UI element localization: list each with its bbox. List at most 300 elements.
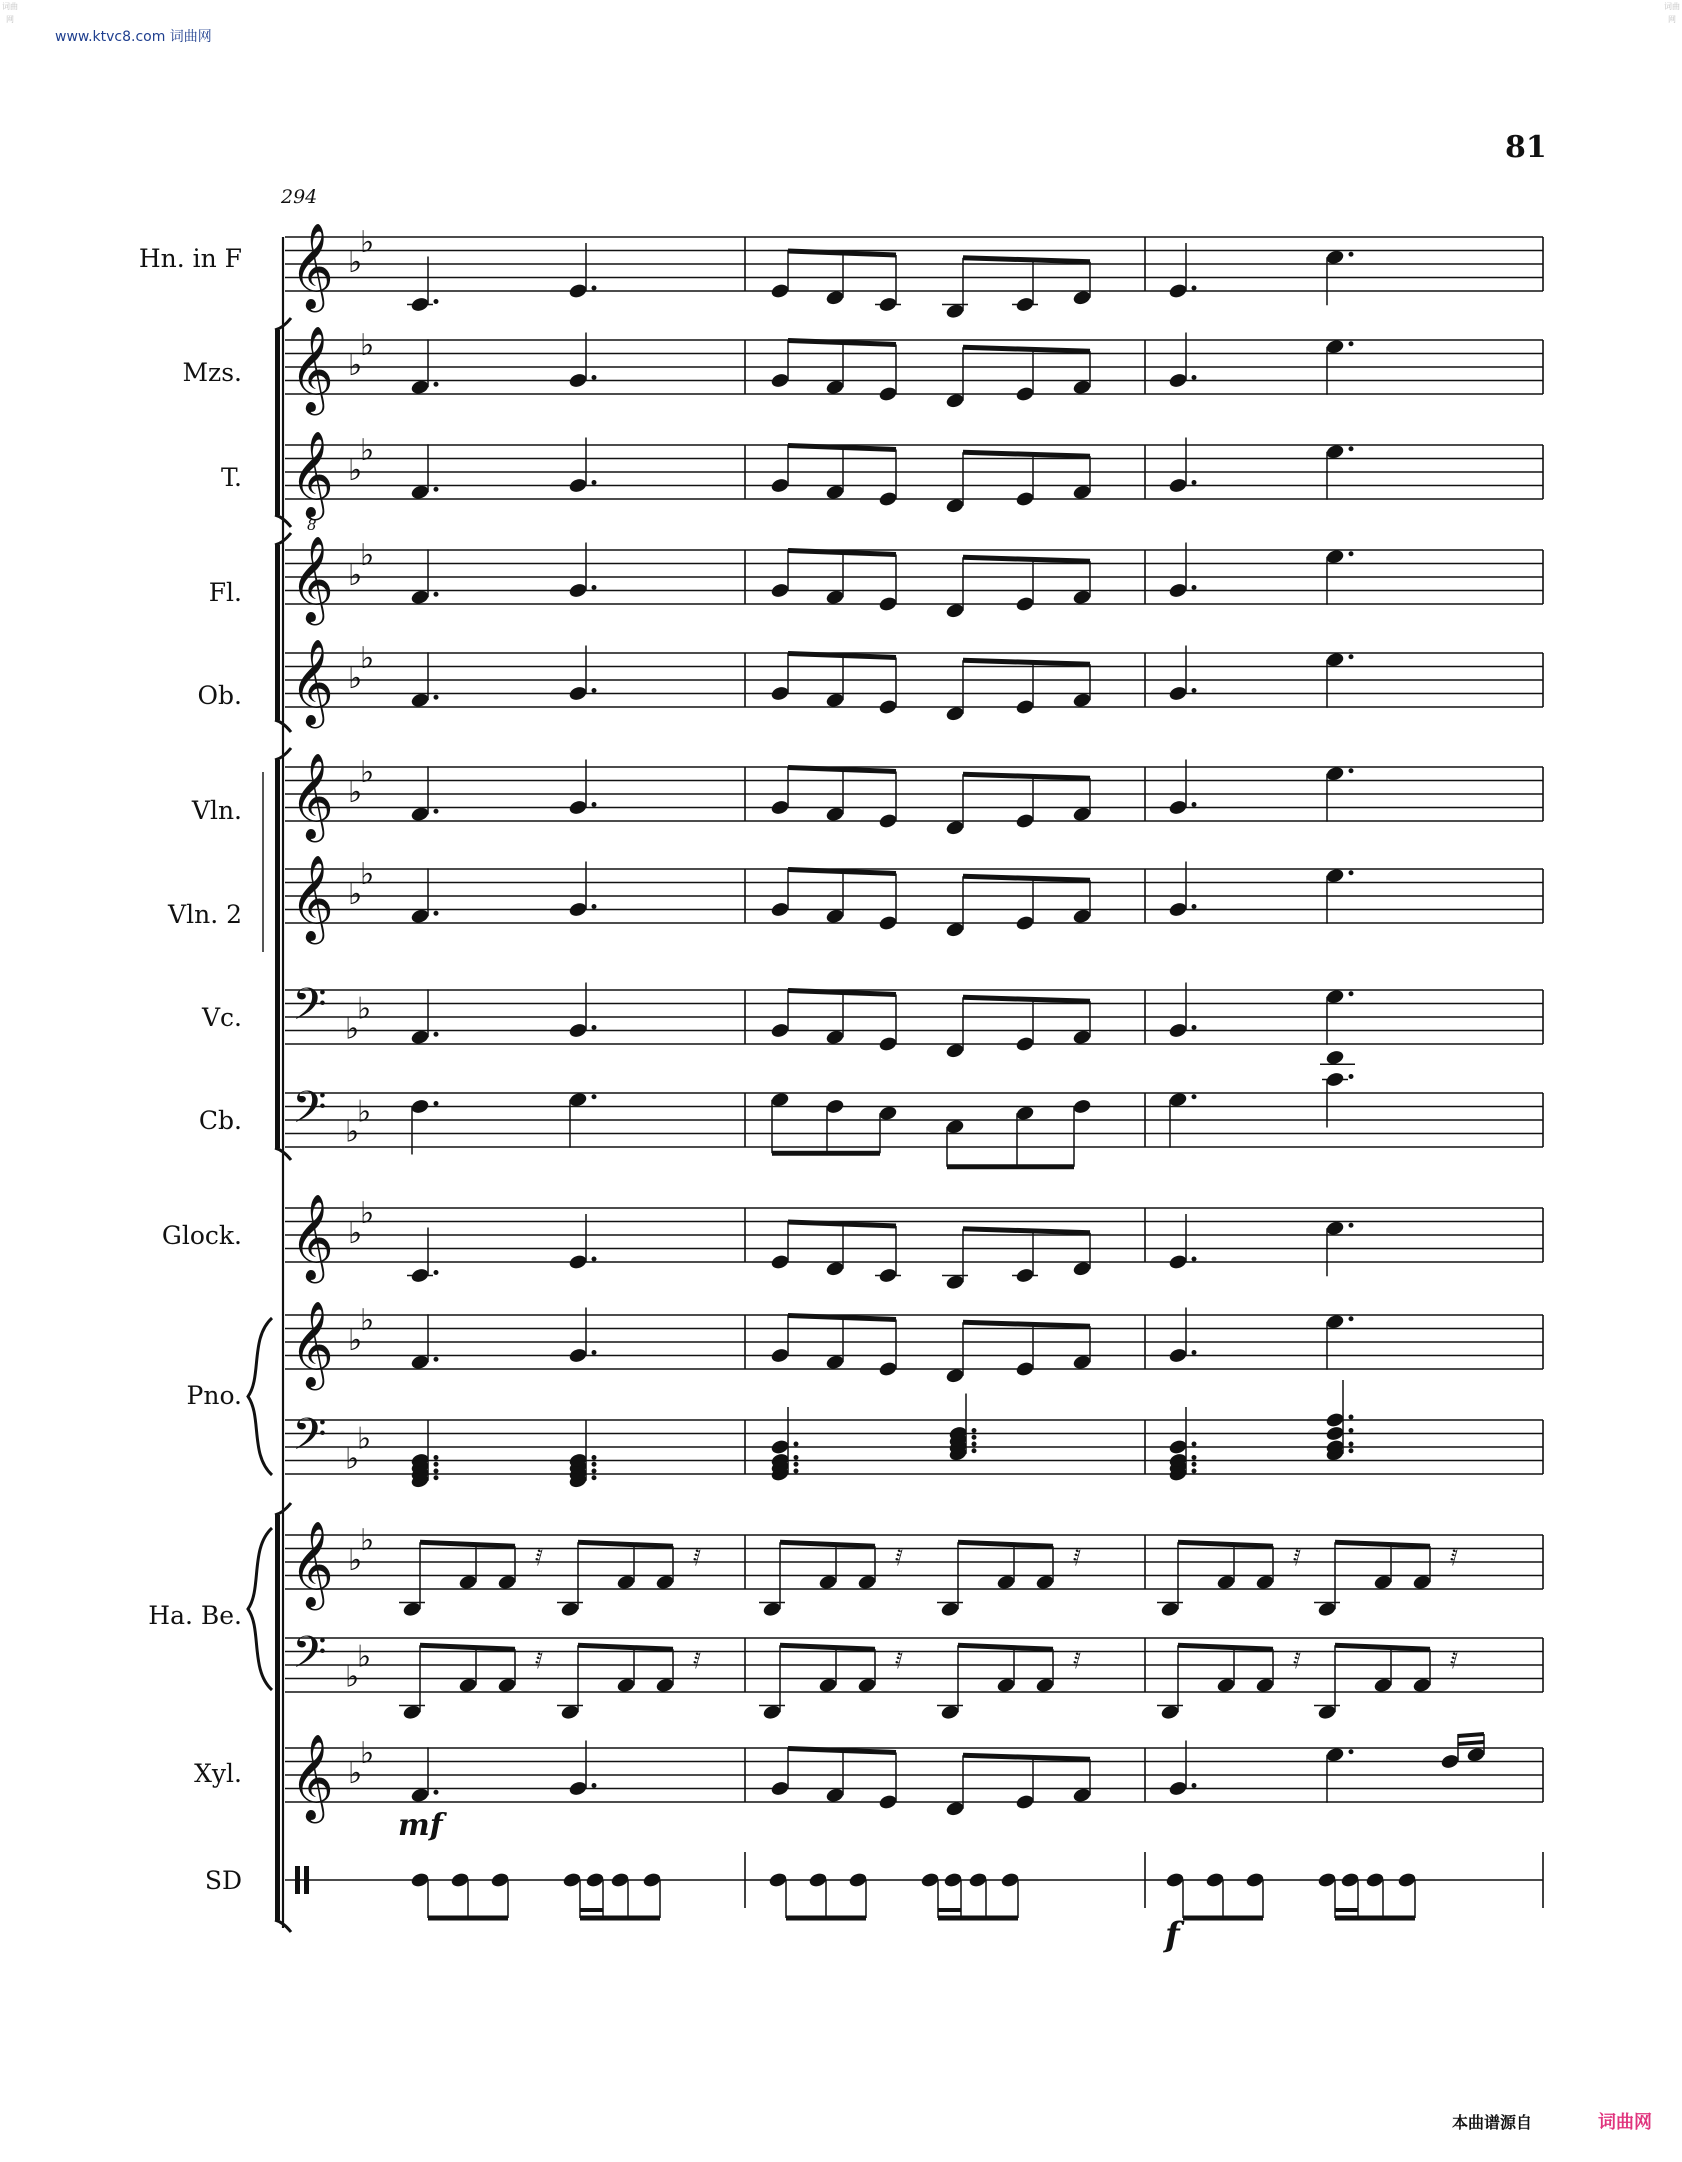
notehead <box>568 582 588 599</box>
notehead <box>1168 477 1188 494</box>
notehead <box>770 372 790 389</box>
notehead <box>1325 249 1345 266</box>
notehead <box>1015 698 1035 715</box>
notehead <box>1168 1022 1188 1039</box>
melody-voice <box>410 1071 1354 1167</box>
melody-voice <box>410 983 1354 1060</box>
notehead <box>410 1354 430 1371</box>
melody-voice <box>410 333 1354 410</box>
treble-clef-icon: 𝄞 <box>290 326 334 412</box>
notehead <box>770 1091 790 1108</box>
notehead <box>1168 1347 1188 1364</box>
treble-clef-icon: 𝄞 <box>290 1734 334 1820</box>
flat-icon: ♭ <box>360 1522 375 1558</box>
notehead <box>1325 988 1345 1005</box>
notehead <box>878 1360 898 1377</box>
notehead <box>410 1267 430 1284</box>
notehead <box>410 1098 430 1115</box>
notehead <box>568 1022 588 1039</box>
notehead <box>818 1677 838 1694</box>
notehead <box>825 1787 845 1804</box>
flat-icon: ♭ <box>357 991 372 1027</box>
bass-clef-icon: 𝄢 <box>292 1626 327 1689</box>
notehead <box>770 1253 790 1270</box>
source-url[interactable]: www.ktvc8.com 词曲网 <box>55 29 212 45</box>
flat-icon: ♭ <box>360 224 375 260</box>
melody-voice <box>410 1308 1354 1385</box>
notehead <box>1325 867 1345 884</box>
staff <box>285 326 1543 416</box>
notehead <box>920 1871 940 1888</box>
svg-text:𝅀: 𝅀 <box>1293 1649 1302 1674</box>
svg-text:𝅀: 𝅀 <box>1293 1546 1302 1571</box>
notehead <box>945 1042 965 1059</box>
flat-icon: ♭ <box>348 348 363 383</box>
flat-icon: ♭ <box>348 1756 363 1791</box>
notehead <box>1168 1091 1188 1108</box>
notehead <box>410 589 430 606</box>
notehead <box>568 282 588 299</box>
notehead <box>560 1601 580 1618</box>
snare-rhythm <box>410 1871 1417 1918</box>
flat-icon: ♭ <box>345 1441 360 1477</box>
notehead <box>1325 765 1345 782</box>
flat-icon: ♭ <box>345 1011 360 1047</box>
bass-clef-icon: 𝄢 <box>292 978 327 1041</box>
flat-icon: ♭ <box>348 877 363 912</box>
notehead <box>1072 1354 1092 1371</box>
notehead <box>1035 1677 1055 1694</box>
notehead <box>1373 1574 1393 1591</box>
staff <box>285 1734 1543 1824</box>
notehead <box>1412 1574 1432 1591</box>
instrument-label: Pno. <box>186 1381 242 1410</box>
instrument-label: Ha. Be. <box>148 1601 242 1630</box>
piano-left-hand <box>410 1380 1354 1489</box>
flat-icon: ♭ <box>348 775 363 810</box>
notehead <box>1015 595 1035 612</box>
flat-icon: ♭ <box>360 1195 375 1231</box>
bass-clef-icon: 𝄢 <box>292 1408 327 1471</box>
notehead <box>1325 1746 1345 1763</box>
melody-voice <box>410 438 1354 515</box>
treble-clef-icon: 𝄞 <box>290 753 334 839</box>
notehead <box>818 1574 838 1591</box>
notehead <box>825 289 845 306</box>
notehead <box>1035 1574 1055 1591</box>
notehead <box>1168 282 1188 299</box>
flat-icon: ♭ <box>360 1735 375 1771</box>
notehead <box>1325 338 1345 355</box>
instrument-label: Xyl. <box>194 1759 242 1788</box>
notehead <box>1015 1793 1035 1810</box>
melody-voice <box>407 243 1354 320</box>
notehead <box>1317 1704 1337 1721</box>
notehead <box>585 1871 605 1888</box>
notehead <box>1160 1704 1180 1721</box>
notehead <box>945 497 965 514</box>
notehead <box>878 1035 898 1052</box>
instrument-label: Glock. <box>161 1221 242 1250</box>
notehead <box>943 1871 963 1888</box>
notehead <box>1015 1035 1035 1052</box>
notehead <box>770 1780 790 1797</box>
notehead <box>1365 1871 1385 1888</box>
grand-staff-brace <box>248 1318 272 1475</box>
harp-figure <box>399 1542 1458 1618</box>
staff <box>285 1301 1543 1391</box>
staff <box>285 1408 1543 1477</box>
notehead <box>825 908 845 925</box>
instrument-label: Vln. <box>191 796 242 825</box>
notehead <box>562 1871 582 1888</box>
svg-text:𝅀: 𝅀 <box>1450 1546 1459 1571</box>
notehead <box>1072 1260 1092 1277</box>
flat-icon: ♭ <box>360 640 375 676</box>
notehead <box>410 296 430 313</box>
flat-icon: ♭ <box>348 1543 363 1578</box>
side-watermark-left: 词曲网 <box>2 2 18 24</box>
notehead <box>878 914 898 931</box>
staff <box>285 855 1543 945</box>
svg-text:8: 8 <box>307 516 317 534</box>
notehead <box>770 282 790 299</box>
notehead <box>568 477 588 494</box>
notehead <box>945 921 965 938</box>
staff <box>285 223 1543 313</box>
notehead <box>825 806 845 823</box>
flat-icon: ♭ <box>360 856 375 892</box>
notehead <box>497 1574 517 1591</box>
melody-voice <box>410 862 1354 939</box>
footer-site-name[interactable]: 词曲网 <box>1598 2112 1652 2133</box>
notehead <box>1072 1098 1092 1115</box>
notehead <box>490 1871 510 1888</box>
notehead <box>825 692 845 709</box>
notehead <box>1317 1871 1337 1888</box>
flat-icon: ♭ <box>360 1302 375 1338</box>
instrument-label: Hn. in F <box>138 244 242 273</box>
flat-icon: ♭ <box>345 1659 360 1695</box>
notehead <box>568 1091 588 1108</box>
notehead <box>1325 1425 1345 1442</box>
notehead <box>410 1787 430 1804</box>
notehead <box>825 1098 845 1115</box>
notehead <box>1397 1871 1417 1888</box>
treble-clef-icon: 𝄞 <box>290 431 334 517</box>
notehead <box>825 589 845 606</box>
notehead <box>1340 1871 1360 1888</box>
flat-icon: ♭ <box>357 1421 372 1457</box>
notehead <box>1168 582 1188 599</box>
flat-icon: ♭ <box>360 537 375 573</box>
harp-figure <box>399 1645 1458 1721</box>
notehead <box>1168 1253 1188 1270</box>
notehead <box>878 698 898 715</box>
notehead <box>410 379 430 396</box>
svg-text:𝅀: 𝅀 <box>1073 1649 1082 1674</box>
notehead <box>410 806 430 823</box>
svg-text:𝅀: 𝅀 <box>535 1649 544 1674</box>
notehead <box>1015 1360 1035 1377</box>
svg-text:𝅀: 𝅀 <box>535 1546 544 1571</box>
notehead <box>825 484 845 501</box>
flat-icon: ♭ <box>348 453 363 488</box>
notehead <box>857 1574 877 1591</box>
notehead <box>1216 1574 1236 1591</box>
notehead <box>410 908 430 925</box>
staff <box>285 1521 1543 1611</box>
notehead <box>568 1780 588 1797</box>
notehead <box>1325 443 1345 460</box>
treble-clef-icon: 𝄞 <box>290 855 334 941</box>
notehead <box>642 1871 662 1888</box>
notehead <box>1072 806 1092 823</box>
notehead <box>878 1267 898 1284</box>
notehead <box>1165 1871 1185 1888</box>
notehead <box>1325 1313 1345 1330</box>
notehead <box>1168 1780 1188 1797</box>
notehead <box>1168 372 1188 389</box>
svg-text:𝅀: 𝅀 <box>693 1546 702 1571</box>
notehead <box>402 1704 422 1721</box>
notehead <box>655 1574 675 1591</box>
flat-icon: ♭ <box>348 1216 363 1251</box>
staff <box>285 536 1543 626</box>
instrument-label: Vc. <box>201 1003 242 1032</box>
notehead <box>1072 379 1092 396</box>
notehead <box>1072 908 1092 925</box>
notehead <box>568 1253 588 1270</box>
notehead <box>1015 914 1035 931</box>
notehead <box>762 1704 782 1721</box>
notehead <box>1015 1267 1035 1284</box>
notehead <box>1168 901 1188 918</box>
staff <box>285 431 1543 534</box>
notehead <box>1440 1753 1460 1770</box>
notehead <box>402 1601 422 1618</box>
notehead <box>945 1800 965 1817</box>
notehead <box>878 1105 898 1122</box>
notehead <box>1255 1574 1275 1591</box>
svg-text:𝅀: 𝅀 <box>693 1649 702 1674</box>
flat-icon: ♭ <box>345 1114 360 1150</box>
notehead <box>410 1871 430 1888</box>
notehead <box>1072 692 1092 709</box>
notehead <box>1168 685 1188 702</box>
notehead <box>770 685 790 702</box>
svg-text:𝅀: 𝅀 <box>1073 1546 1082 1571</box>
notehead <box>1160 1601 1180 1618</box>
notehead <box>770 477 790 494</box>
notehead <box>940 1601 960 1618</box>
melody-voice <box>410 543 1354 620</box>
notehead <box>808 1871 828 1888</box>
flat-icon: ♭ <box>348 558 363 593</box>
notehead <box>1072 484 1092 501</box>
svg-text:𝅀: 𝅀 <box>1450 1649 1459 1674</box>
footer-source-label: 本曲谱源自 <box>1452 2113 1533 2132</box>
staff <box>285 753 1543 843</box>
notehead <box>616 1574 636 1591</box>
notehead <box>878 490 898 507</box>
instrument-label: Fl. <box>208 578 242 607</box>
dynamic-f: f <box>1165 1915 1180 1955</box>
melody-voice <box>410 760 1354 837</box>
notehead <box>878 1793 898 1810</box>
notehead <box>1325 1071 1345 1088</box>
flat-icon: ♭ <box>348 1323 363 1358</box>
notehead <box>825 1029 845 1046</box>
notehead <box>770 799 790 816</box>
notehead <box>945 705 965 722</box>
notehead <box>878 812 898 829</box>
notehead <box>996 1574 1016 1591</box>
notehead <box>410 692 430 709</box>
notehead <box>878 296 898 313</box>
notehead <box>1373 1677 1393 1694</box>
notehead <box>940 1704 960 1721</box>
notehead <box>945 819 965 836</box>
notehead <box>945 1118 965 1135</box>
svg-text:𝅀: 𝅀 <box>895 1649 904 1674</box>
notehead <box>762 1601 782 1618</box>
instrument-label: Ob. <box>197 681 242 710</box>
notehead <box>770 1438 790 1455</box>
staff <box>285 978 1543 1047</box>
notehead <box>458 1677 478 1694</box>
notehead <box>1000 1871 1020 1888</box>
sub-bracket <box>262 772 264 952</box>
notehead <box>945 392 965 409</box>
notehead <box>1255 1677 1275 1694</box>
notehead <box>825 379 845 396</box>
notehead <box>450 1871 470 1888</box>
xylophone-sixteenths <box>1440 1734 1486 1770</box>
notehead <box>1245 1871 1265 1888</box>
notehead <box>1325 651 1345 668</box>
melody-voice <box>407 1214 1354 1291</box>
notehead <box>616 1677 636 1694</box>
notehead <box>945 602 965 619</box>
notehead <box>1412 1677 1432 1694</box>
notehead <box>1325 1049 1345 1066</box>
flat-icon: ♭ <box>348 245 363 280</box>
treble-clef-icon: 𝄞 <box>290 639 334 725</box>
bass-clef-icon: 𝄢 <box>292 1081 327 1144</box>
notehead <box>1072 289 1092 306</box>
percussion-clef-icon <box>295 1866 300 1894</box>
measure-number: 294 <box>281 186 318 208</box>
notehead <box>1466 1746 1486 1763</box>
svg-text:𝅀: 𝅀 <box>895 1546 904 1571</box>
notehead <box>945 1367 965 1384</box>
notehead <box>770 1347 790 1364</box>
notehead <box>655 1677 675 1694</box>
notehead <box>1168 799 1188 816</box>
melody-voice <box>410 1741 1354 1818</box>
notehead <box>1072 589 1092 606</box>
notehead <box>1216 1677 1236 1694</box>
treble-clef-icon: 𝄞 <box>290 1301 334 1387</box>
notehead <box>945 1274 965 1291</box>
staff <box>285 1194 1543 1284</box>
notehead <box>1015 812 1035 829</box>
notehead <box>878 385 898 402</box>
notehead <box>857 1677 877 1694</box>
notehead <box>568 372 588 389</box>
flat-icon: ♭ <box>360 432 375 468</box>
instrument-label: Vln. 2 <box>168 900 242 929</box>
treble-clef-icon: 𝄞 <box>290 1194 334 1280</box>
treble-clef-icon: 𝄞 <box>290 223 334 309</box>
notehead <box>770 901 790 918</box>
notehead <box>1072 1029 1092 1046</box>
notehead <box>825 1354 845 1371</box>
notehead <box>1325 1220 1345 1237</box>
notehead <box>1205 1871 1225 1888</box>
staff <box>285 1081 1543 1150</box>
flat-icon: ♭ <box>360 754 375 790</box>
treble-clef-icon: 𝄞 <box>290 1521 334 1607</box>
grand-staff-brace <box>248 1528 272 1690</box>
dynamic-mf: mf <box>398 1808 443 1843</box>
flat-icon: ♭ <box>360 327 375 363</box>
notehead <box>458 1574 478 1591</box>
notehead <box>568 685 588 702</box>
instrument-label: Cb. <box>198 1106 242 1135</box>
notehead <box>768 1871 788 1888</box>
notehead <box>497 1677 517 1694</box>
notehead <box>1015 490 1035 507</box>
notehead <box>945 303 965 320</box>
notehead <box>568 799 588 816</box>
flat-icon: ♭ <box>357 1094 372 1130</box>
flat-icon: ♭ <box>348 661 363 696</box>
notehead <box>825 1260 845 1277</box>
notehead <box>568 901 588 918</box>
notehead <box>610 1871 630 1888</box>
notehead <box>968 1871 988 1888</box>
notehead <box>1015 296 1035 313</box>
notehead <box>410 484 430 501</box>
staff <box>285 639 1543 729</box>
notehead <box>878 595 898 612</box>
melody-voice <box>410 646 1354 723</box>
notehead <box>996 1677 1016 1694</box>
treble-clef-icon: 𝄞 <box>290 536 334 622</box>
notehead <box>1317 1601 1337 1618</box>
notehead <box>848 1871 868 1888</box>
notehead <box>1015 1105 1035 1122</box>
notehead <box>1168 1438 1188 1455</box>
instrument-label: Mzs. <box>182 358 242 387</box>
page-number: 81 <box>1505 130 1547 165</box>
notehead <box>1325 1411 1345 1428</box>
side-watermark-right: 词曲网 <box>1664 2 1680 24</box>
notehead <box>770 582 790 599</box>
notehead <box>568 1347 588 1364</box>
notehead <box>1325 548 1345 565</box>
flat-icon: ♭ <box>357 1639 372 1675</box>
instrument-label: T. <box>221 463 242 492</box>
notehead <box>770 1022 790 1039</box>
notehead <box>1015 385 1035 402</box>
notehead <box>560 1704 580 1721</box>
notehead <box>1072 1787 1092 1804</box>
instrument-label: SD <box>204 1866 242 1895</box>
notehead <box>410 1029 430 1046</box>
